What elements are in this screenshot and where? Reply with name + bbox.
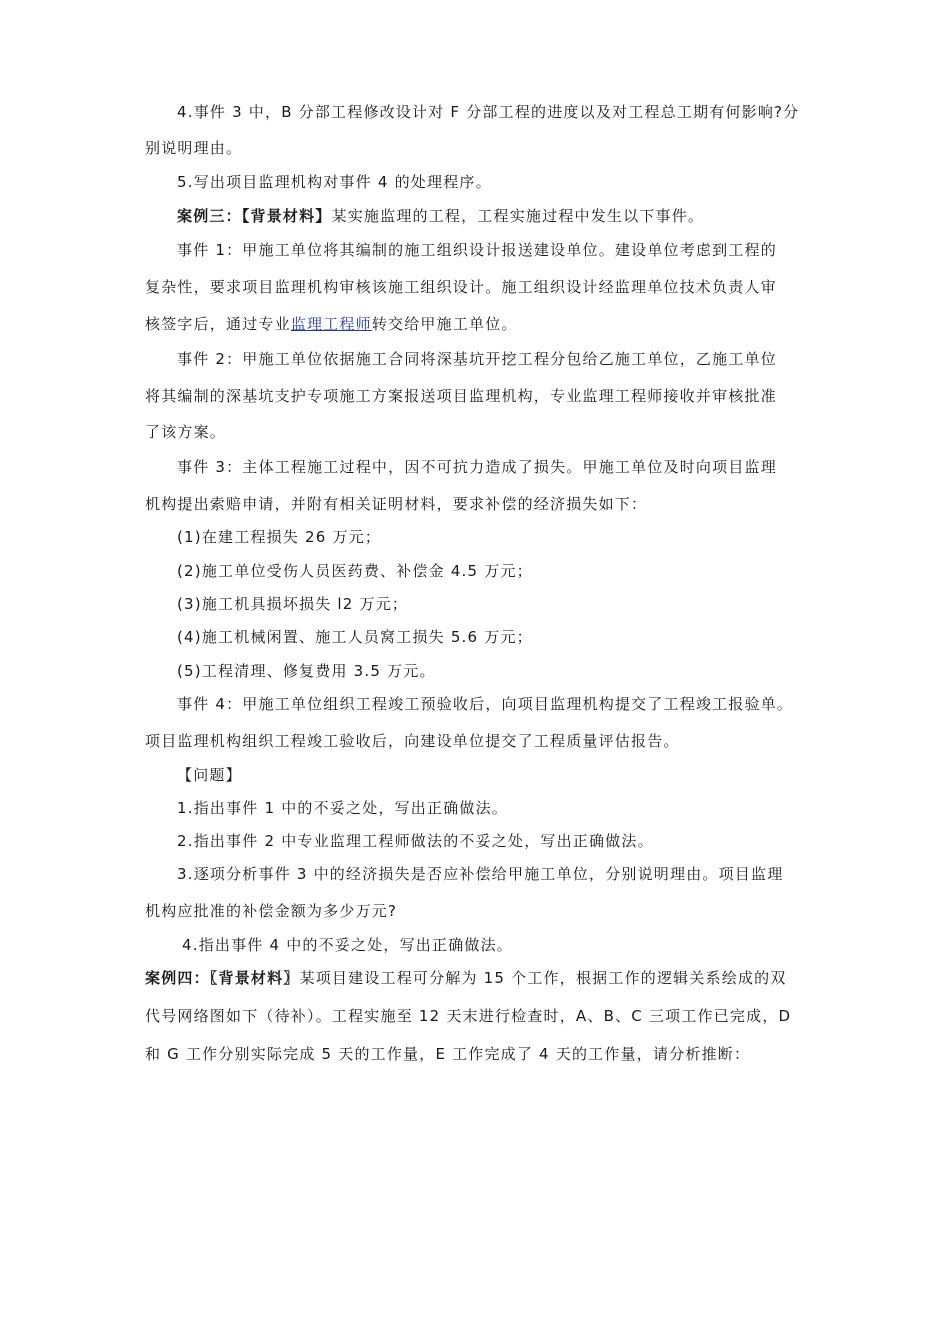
event-2-line-3: 了该方案。 [145,423,227,441]
question-5: 5.写出项目监理机构对事件 4 的处理程序。 [177,173,492,191]
event-1-line-1: 事件 1：甲施工单位将其编制的施工组织设计报送建设单位。建设单位考虑到工程的 [177,241,777,259]
event-2-line-2: 将其编制的深基坑支护专项施工方案报送项目监理机构，专业监理工程师接收并审核批准 [145,387,777,405]
event-4-line-2: 项目监理机构组织工程竣工验收后，向建设单位提交了工程质量评估报告。 [145,732,680,750]
event-3-line-2: 机构提出索赔申请，并附有相关证明材料，要求补偿的经济损失如下： [145,495,648,513]
event-2-line-1: 事件 2：甲施工单位依据施工合同将深基坑开挖工程分包给乙施工单位，乙施工单位 [177,350,777,368]
problem-2: 2.指出事件 2 中专业监理工程师做法的不妥之处，写出正确做法。 [177,832,654,850]
supervising-engineer-link[interactable]: 监理工程师 [290,315,372,333]
loss-item-3: (3)施工机具损坏损失 l2 万元； [177,595,409,613]
case-4-line-1: 某项目建设工程可分解为 15 个工作，根据工作的逻辑关系绘成的双 [299,969,787,987]
problem-4: 4.指出事件 4 中的不妥之处，写出正确做法。 [182,936,513,954]
event-1-line-3-post: 转交给甲施工单位。 [371,315,518,333]
event-1-line-3 [145,314,518,334]
problem-3-line-1: 3.逐项分析事件 3 中的经济损失是否应补偿给甲施工单位，分别说明理由。项目监理 [177,865,784,883]
case-3-text: 某实施监理的工程，工程实施过程中发生以下事件。 [331,207,705,225]
event-4-line-1: 事件 4：甲施工单位组织工程竣工预验收后，向项目监理机构提交了工程竣工报验单。 [177,695,794,713]
loss-item-4: (4)施工机械闲置、施工人员窝工损失 5.6 万元； [177,628,533,646]
case-4-intro [145,968,787,988]
problem-1: 1.指出事件 1 中的不妥之处，写出正确做法。 [177,799,508,817]
question-4-line-1: 4.事件 3 中，B 分部工程修改设计对 F 分部工程的进度以及对工程总工期有何影响?分 [177,103,800,121]
loss-item-1: (1)在建工程损失 26 万元； [177,528,382,546]
loss-item-2: (2)施工单位受伤人员医药费、补偿金 4.5 万元； [177,562,533,580]
case-3-intro [177,206,704,226]
loss-item-5: (5)工程清理、修复费用 3.5 万元。 [177,662,436,680]
problem-3-line-2: 机构应批准的补偿金额为多少万元? [145,902,398,920]
questions-heading: 【问题】 [177,766,242,784]
case-4-line-2: 代号网络图如下（待补）。工程实施至 12 天末进行检查时，A、B、C 三项工作已完成，D [145,1007,792,1025]
event-3-line-1: 事件 3：主体工程施工过程中，因不可抗力造成了损失。甲施工单位及时向项目监理 [177,458,777,476]
event-1-line-2: 复杂性，要求项目监理机构审核该施工组织设计。施工组织设计经监理单位技术负责人审 [145,278,777,296]
case-4-line-3: 和 G 工作分别实际完成 5 天的工作量，E 工作完成了 4 天的工作量，请分析推断： [145,1045,751,1063]
event-1-line-3-pre: 核签字后，通过专业 [145,315,291,333]
case-4-heading: 案例四：〖背景材料〗 [145,969,300,987]
case-3-heading: 案例三：【背景材料】 [177,207,332,225]
question-4-line-2: 别说明理由。 [145,139,243,157]
